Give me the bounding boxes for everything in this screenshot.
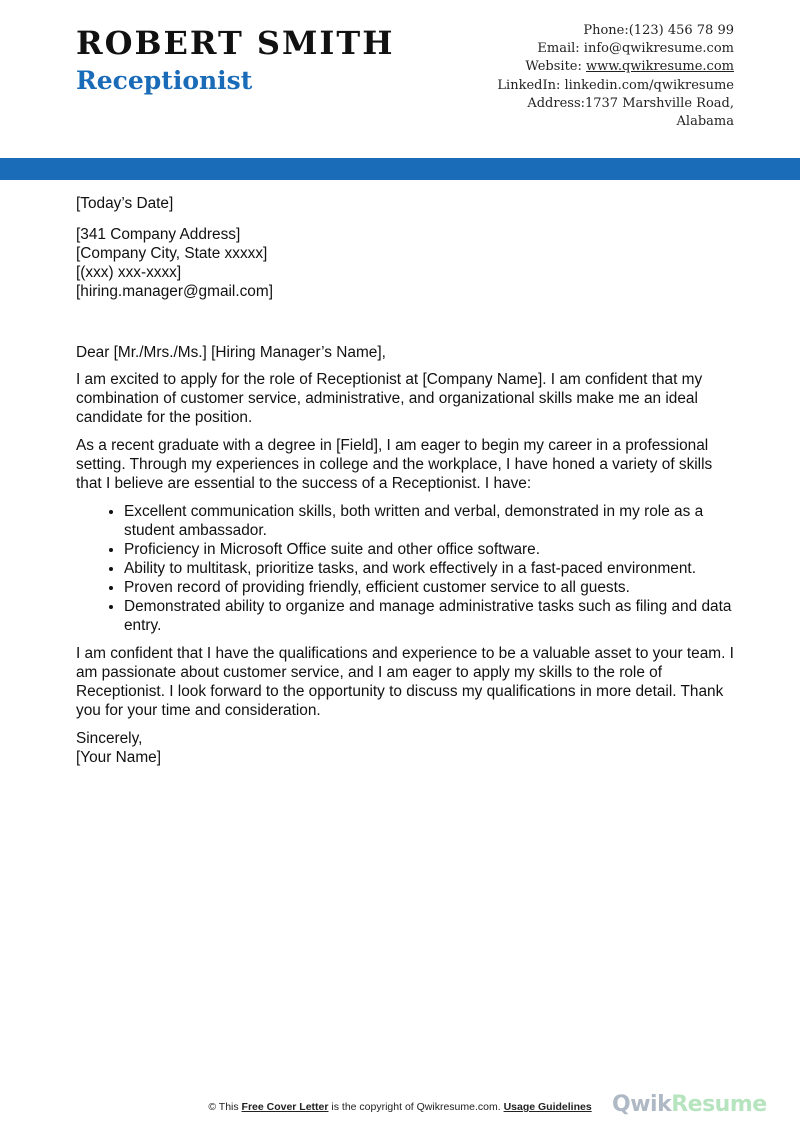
usage-guidelines-link[interactable]: Usage Guidelines — [503, 1101, 592, 1113]
skill-item: • Demonstrated ability to organize and manage administrative tasks such as filing and data entry. — [124, 597, 736, 635]
job-title: Receptionist — [76, 66, 253, 95]
logo-part-1: Qwik — [612, 1092, 672, 1117]
footer-prefix: © This — [208, 1101, 242, 1113]
footer-middle: is the copyright of Qwikresume.com. — [328, 1101, 501, 1113]
letter-date: [Today’s Date] — [76, 195, 174, 212]
intro-paragraph: I am excited to apply for the role of Receptionist at [Company Name]. I am confident that my combination of customer service, administrative, and organizational skills make me an ideal candidate for the position. — [76, 371, 703, 426]
contact-address-line1: Address:1737 Marshville Road, — [527, 95, 734, 111]
skill-item: • Proven record of providing friendly, efficient customer service to all guests. — [124, 578, 736, 597]
contact-address-line2: Alabama — [676, 114, 734, 130]
skill-item: • Proficiency in Microsoft Office suite and other office software. — [124, 540, 736, 559]
body-paragraph: As a recent graduate with a degree in [Field], I am eager to begin my career in a professional setting. Through my experiences in college and the workplace, I have honed a variety of skills that I believe are essential to the success of a Receptionist. I have: — [76, 437, 713, 492]
header-divider-bar — [0, 158, 800, 180]
contact-website — [434, 58, 734, 76]
contact-website-label: Website: — [525, 59, 586, 75]
skill-item: • Ability to multitask, prioritize tasks, and work effectively in a fast-paced environment. — [124, 559, 736, 578]
letter-body — [76, 194, 736, 767]
logo-part-2: Resume — [671, 1092, 767, 1117]
website-link[interactable]: www.qwikresume.com — [586, 59, 734, 75]
recipient-line: [341 Company Address] — [76, 226, 241, 243]
conclusion-paragraph: I am confident that I have the qualifications and experience to be a valuable asset to your team. I am passionate about customer service, and I am eager to apply my skills to the role of Receptionist. I look forward to the opportunity to discuss my qualifications in more detail. Thank you for your time and consideration. — [76, 645, 734, 719]
contact-block — [434, 22, 734, 131]
contact-email: Email: info@qwikresume.com — [537, 41, 734, 57]
contact-phone: Phone:(123) 456 78 99 — [583, 23, 734, 38]
free-cover-letter-link[interactable]: Free Cover Letter — [241, 1101, 329, 1113]
recipient-line: [(xxx) xxx-xxxx] — [76, 264, 182, 281]
qwikresume-logo — [612, 1092, 767, 1117]
skill-item: • Excellent communication skills, both written and verbal, demonstrated in my role as a student ambassador. — [124, 502, 736, 540]
applicant-name: ROBERT SMITH — [76, 24, 395, 62]
recipient-line: [Company City, State xxxxx] — [76, 245, 268, 262]
skills-list — [76, 502, 736, 635]
contact-linkedin: LinkedIn: linkedin.com/qwikresume — [497, 77, 734, 93]
recipient-address — [76, 225, 736, 301]
signature: [Your Name] — [76, 749, 161, 766]
recipient-line: [hiring.manager@gmail.com] — [76, 283, 273, 300]
salutation: Dear [Mr./Mrs./Ms.] [Hiring Manager’s Name], — [76, 344, 386, 361]
closing: Sincerely, — [76, 730, 143, 747]
